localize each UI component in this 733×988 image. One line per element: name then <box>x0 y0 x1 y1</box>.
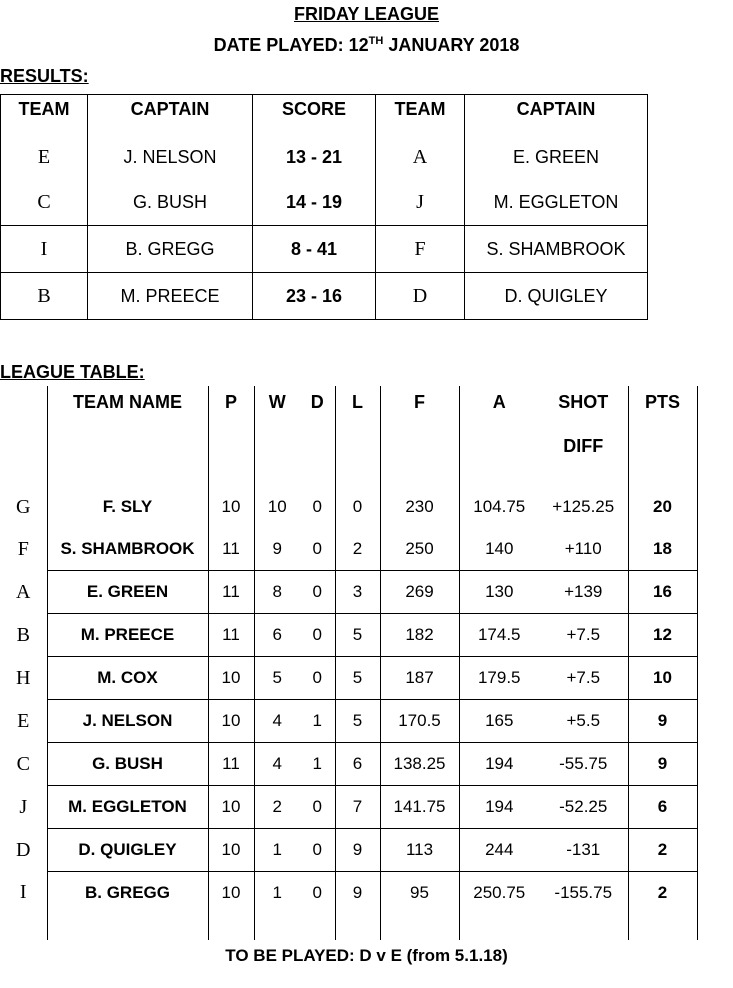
results-row <box>1 179 648 226</box>
league-tail-cell <box>539 914 628 940</box>
results-row <box>1 135 648 179</box>
league-team-name: D. QUIGLEY <box>47 829 208 872</box>
league-team-name: M. PREECE <box>47 614 208 657</box>
league-l: 5 <box>335 614 380 657</box>
league-w: 1 <box>254 829 300 872</box>
results-row <box>1 226 648 273</box>
league-p: 10 <box>208 700 254 743</box>
results-team1: I <box>1 226 88 273</box>
league-row <box>0 528 697 571</box>
results-col-captain1: CAPTAIN <box>88 95 253 136</box>
league-f: 138.25 <box>380 743 459 786</box>
league-l: 9 <box>335 872 380 915</box>
league-w: 2 <box>254 786 300 829</box>
results-team2: A <box>376 135 465 179</box>
league-team-name: F. SLY <box>47 486 208 528</box>
league-table <box>0 386 698 940</box>
league-tail-cell <box>628 914 697 940</box>
league-f: 182 <box>380 614 459 657</box>
league-team-letter: F <box>17 537 29 560</box>
league-pts: 16 <box>628 571 697 614</box>
league-p: 10 <box>208 872 254 915</box>
league-sub-blank-7 <box>459 428 539 486</box>
league-team-name: S. SHAMBROOK <box>47 528 208 571</box>
league-shot-diff: -155.75 <box>539 872 628 915</box>
league-f: 141.75 <box>380 786 459 829</box>
league-col-d: D <box>310 392 324 412</box>
date-played <box>0 35 733 56</box>
league-shot-diff: +7.5 <box>539 657 628 700</box>
league-sub-blank-6 <box>380 428 459 486</box>
league-tail-cell <box>47 914 208 940</box>
league-f: 250 <box>380 528 459 571</box>
league-row <box>0 486 697 528</box>
league-pts: 20 <box>628 486 697 528</box>
league-row <box>0 829 697 872</box>
league-d: 0 <box>300 657 335 700</box>
league-tail-cell <box>208 914 254 940</box>
league-pts: 6 <box>628 786 697 829</box>
league-row <box>0 743 697 786</box>
league-p: 11 <box>208 614 254 657</box>
league-d: 0 <box>300 786 335 829</box>
league-w: 6 <box>254 614 300 657</box>
results-team1: C <box>1 179 88 226</box>
league-team-letter: D <box>16 838 31 861</box>
league-a: 165 <box>459 700 539 743</box>
league-col-l: L <box>335 386 380 428</box>
league-l: 5 <box>335 657 380 700</box>
league-d: 0 <box>300 571 335 614</box>
league-shot-diff: +139 <box>539 571 628 614</box>
league-tail-cell <box>254 914 300 940</box>
league-col-f: F <box>380 386 459 428</box>
league-d: 0 <box>300 872 335 915</box>
league-sub-blank-4 <box>300 428 335 486</box>
page-title: FRIDAY LEAGUE <box>293 4 440 24</box>
league-row <box>0 786 697 829</box>
results-score: 23 - 16 <box>253 273 376 320</box>
league-w: 4 <box>254 743 300 786</box>
league-l: 3 <box>335 571 380 614</box>
league-p: 11 <box>208 743 254 786</box>
results-team1: B <box>1 273 88 320</box>
league-pts: 9 <box>628 700 697 743</box>
league-team-letter: C <box>16 752 30 775</box>
results-captain1: J. NELSON <box>88 135 253 179</box>
results-score: 14 - 19 <box>253 179 376 226</box>
league-tail-cell <box>459 914 539 940</box>
date-suffix: JANUARY 2018 <box>383 35 520 55</box>
results-team1: E <box>1 135 88 179</box>
league-header-row <box>0 386 697 428</box>
league-l: 0 <box>335 486 380 528</box>
league-col-w: W <box>254 386 300 428</box>
league-team-name: M. COX <box>47 657 208 700</box>
league-shot-diff: -55.75 <box>539 743 628 786</box>
league-team-letter: E <box>17 709 30 732</box>
league-team-name: M. EGGLETON <box>47 786 208 829</box>
results-captain2: S. SHAMBROOK <box>465 226 648 273</box>
league-row <box>0 614 697 657</box>
league-shot-diff: +5.5 <box>539 700 628 743</box>
league-team-name: B. GREGG <box>47 872 208 915</box>
league-col-p: P <box>208 386 254 428</box>
league-pts: 2 <box>628 829 697 872</box>
league-shot-diff: +7.5 <box>539 614 628 657</box>
league-pts: 2 <box>628 872 697 915</box>
league-sub-blank-5 <box>335 428 380 486</box>
league-a: 140 <box>459 528 539 571</box>
results-col-team1: TEAM <box>1 95 88 136</box>
league-sub-blank-3 <box>254 428 300 486</box>
league-f: 95 <box>380 872 459 915</box>
league-w: 8 <box>254 571 300 614</box>
league-a: 104.75 <box>459 486 539 528</box>
results-captain2: D. QUIGLEY <box>465 273 648 320</box>
results-team2: F <box>376 226 465 273</box>
league-l: 5 <box>335 700 380 743</box>
results-team2: J <box>376 179 465 226</box>
league-w: 4 <box>254 700 300 743</box>
results-captain1: B. GREGG <box>88 226 253 273</box>
league-shot-diff: -52.25 <box>539 786 628 829</box>
league-header-subrow <box>0 428 697 486</box>
results-captain2: E. GREEN <box>465 135 648 179</box>
league-pts: 18 <box>628 528 697 571</box>
league-col-team-blank <box>0 386 47 428</box>
league-d: 0 <box>300 614 335 657</box>
league-team-name: J. NELSON <box>47 700 208 743</box>
results-col-captain2: CAPTAIN <box>465 95 648 136</box>
league-a: 130 <box>459 571 539 614</box>
league-w: 9 <box>254 528 300 571</box>
league-l: 6 <box>335 743 380 786</box>
league-team-letter: H <box>16 666 31 689</box>
results-heading: RESULTS: <box>0 66 89 86</box>
league-f: 230 <box>380 486 459 528</box>
league-pts: 10 <box>628 657 697 700</box>
league-f: 170.5 <box>380 700 459 743</box>
league-p: 10 <box>208 786 254 829</box>
league-f: 187 <box>380 657 459 700</box>
league-pts: 12 <box>628 614 697 657</box>
date-suffix-sup: TH <box>368 35 384 47</box>
league-w: 5 <box>254 657 300 700</box>
league-tail-spacer <box>0 914 697 940</box>
league-d: 1 <box>300 700 335 743</box>
league-p: 11 <box>208 571 254 614</box>
league-col-shot: SHOT <box>558 392 609 412</box>
league-p: 11 <box>208 528 254 571</box>
league-table-heading: LEAGUE TABLE: <box>0 362 145 382</box>
league-row <box>0 657 697 700</box>
league-a: 244 <box>459 829 539 872</box>
league-d: 0 <box>312 539 322 558</box>
league-sub-blank-9 <box>628 428 697 486</box>
league-sub-blank-0 <box>0 428 47 486</box>
league-p: 10 <box>208 657 254 700</box>
league-team-letter: B <box>16 623 30 646</box>
league-col-team-name: TEAM NAME <box>47 386 208 428</box>
league-tail-cell <box>335 914 380 940</box>
league-col-diff: DIFF <box>563 436 604 456</box>
league-team-letter: J <box>19 795 28 818</box>
league-shot-diff: +110 <box>564 539 602 558</box>
league-tail-cell <box>300 914 335 940</box>
results-col-score: SCORE <box>253 95 376 136</box>
results-captain1: G. BUSH <box>88 179 253 226</box>
league-a: 174.5 <box>459 614 539 657</box>
league-shot-diff: -131 <box>539 829 628 872</box>
league-sub-blank-2 <box>208 428 254 486</box>
results-header-row <box>1 95 648 136</box>
league-a: 194 <box>459 743 539 786</box>
results-row <box>1 273 648 320</box>
league-row <box>0 571 697 614</box>
league-p: 10 <box>208 829 254 872</box>
league-l: 2 <box>335 528 380 571</box>
league-team-name: E. GREEN <box>47 571 208 614</box>
league-f: 113 <box>380 829 459 872</box>
league-row <box>0 872 697 915</box>
league-tail-cell <box>380 914 459 940</box>
league-shot-diff: +125.25 <box>552 497 615 516</box>
league-row <box>0 700 697 743</box>
league-col-pts: PTS <box>628 386 697 428</box>
results-captain1: M. PREECE <box>88 273 253 320</box>
league-p: 10 <box>208 486 254 528</box>
league-col-a: A <box>459 386 539 428</box>
league-team-letter: G <box>16 495 31 518</box>
results-table <box>0 94 648 320</box>
league-team-name: G. BUSH <box>47 743 208 786</box>
league-l: 9 <box>335 829 380 872</box>
league-team-letter: A <box>16 580 31 603</box>
league-sub-blank-1 <box>47 428 208 486</box>
league-a: 179.5 <box>459 657 539 700</box>
league-l: 7 <box>335 786 380 829</box>
league-tail-cell <box>0 914 47 940</box>
league-pts: 9 <box>628 743 697 786</box>
league-d: 0 <box>300 829 335 872</box>
league-d: 1 <box>300 743 335 786</box>
results-col-team2: TEAM <box>376 95 465 136</box>
date-prefix: DATE PLAYED: 12 <box>213 35 369 55</box>
results-team2: D <box>376 273 465 320</box>
results-captain2: M. EGGLETON <box>465 179 648 226</box>
league-w: 1 <box>254 872 300 915</box>
league-d: 0 <box>312 497 322 516</box>
league-a: 250.75 <box>459 872 539 915</box>
league-f: 269 <box>380 571 459 614</box>
results-score: 13 - 21 <box>253 135 376 179</box>
league-w: 10 <box>254 486 300 528</box>
to-be-played-note: TO BE PLAYED: D v E (from 5.1.18) <box>225 946 508 965</box>
results-score: 8 - 41 <box>253 226 376 273</box>
league-team-letter: I <box>19 881 27 904</box>
league-a: 194 <box>459 786 539 829</box>
